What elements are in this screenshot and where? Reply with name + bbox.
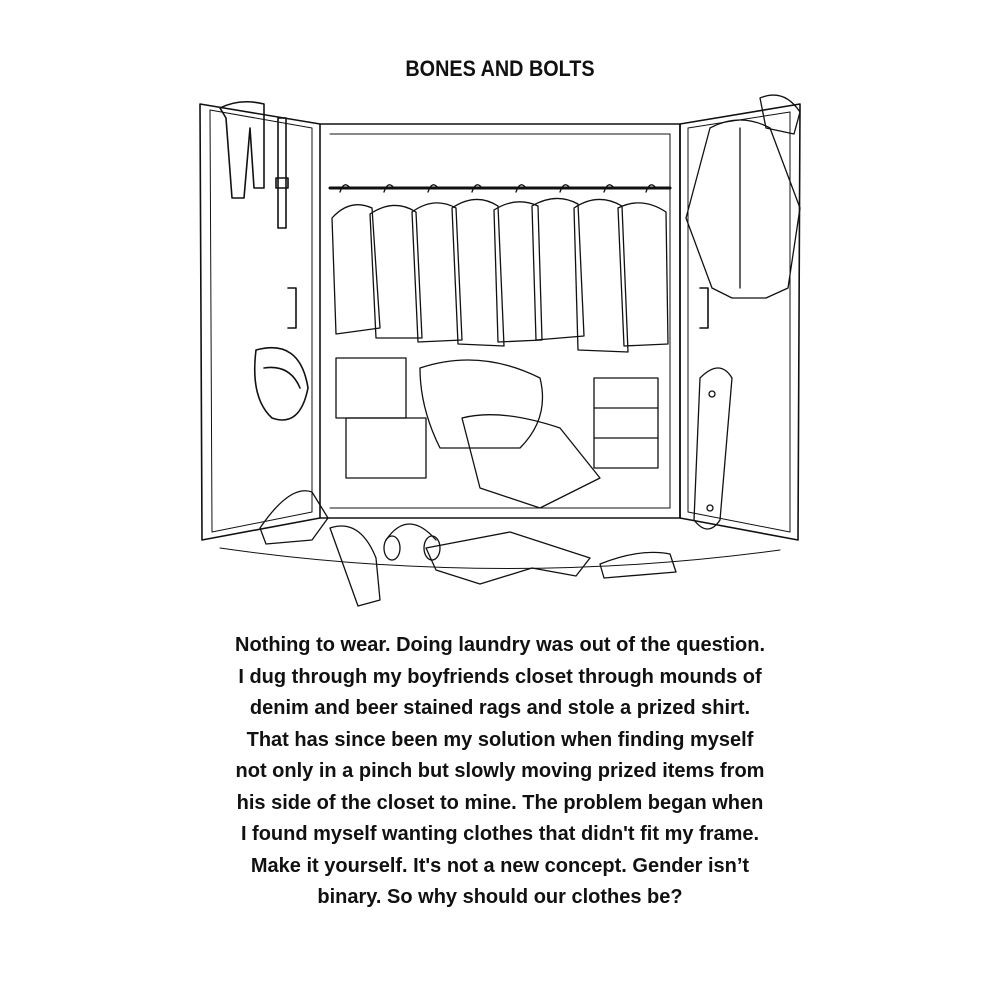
closet-frame xyxy=(320,124,680,518)
body-line: denim and beer stained rags and stole a prized shirt. xyxy=(249,697,751,719)
skateboard-icon xyxy=(694,368,732,529)
body-line: his side of the closet to mine. The problem began when xyxy=(236,791,764,814)
page-title: BONES AND BOLTS xyxy=(405,56,595,81)
headphones-icon xyxy=(384,524,440,560)
body-line: I dug through my boyfriends closet through mounds of xyxy=(238,665,762,688)
body-line: binary. So why should our clothes be? xyxy=(317,886,683,908)
body-line: That has since been my solution when finding myself xyxy=(246,728,754,751)
body-paragraph xyxy=(140,630,860,914)
hanging-jackets xyxy=(332,185,668,352)
jeans-icon xyxy=(220,102,288,228)
body-line: Make it yourself. It's not a new concept. Gender isn’t xyxy=(250,854,750,877)
helmet-icon xyxy=(255,348,308,420)
body-line: I found myself wanting clothes that didn't fit my frame. xyxy=(240,823,760,845)
body-line: not only in a pinch but slowly moving prized items from xyxy=(235,760,765,782)
shirt-on-floor-icon xyxy=(426,532,590,584)
body-line: Nothing to wear. Doing laundry was out of the question. xyxy=(235,634,765,656)
left-door xyxy=(200,104,320,540)
closet-illustration xyxy=(180,88,820,618)
storage-boxes xyxy=(336,358,658,508)
